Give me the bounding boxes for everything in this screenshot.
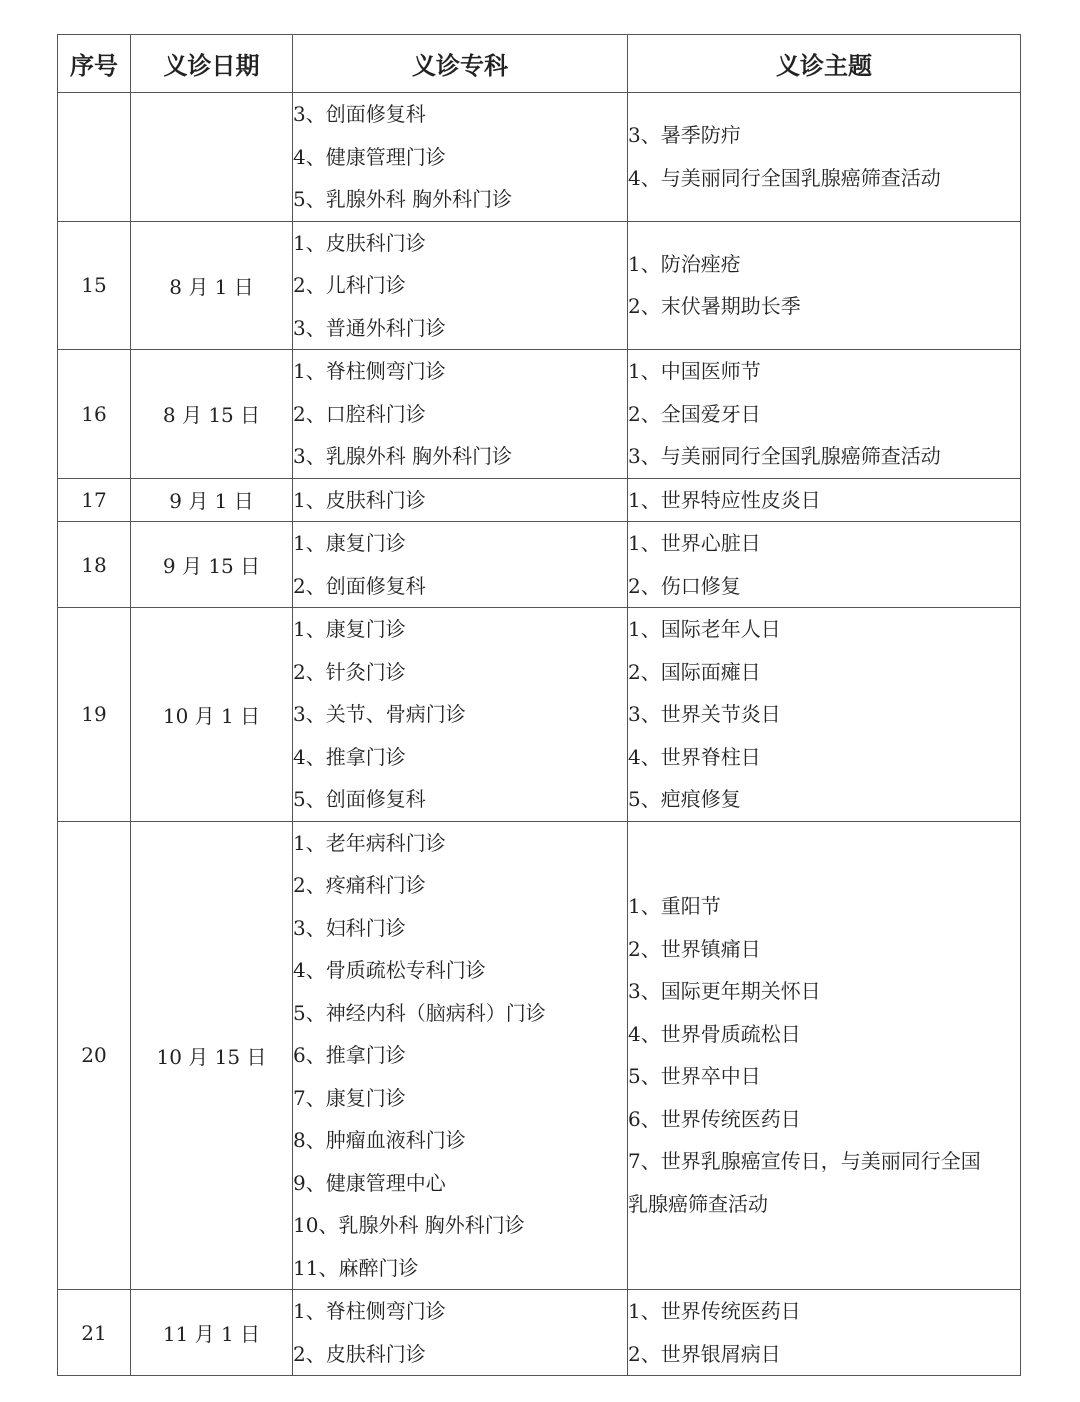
theme-item: 2、全国爱牙日	[628, 401, 761, 426]
table-row	[58, 522, 1021, 608]
theme-item: 2、世界镇痛日	[628, 936, 761, 961]
theme-item: 6、世界传统医药日	[628, 1106, 801, 1131]
specialty-item: 3、普通外科门诊	[293, 315, 446, 340]
theme-item: 3、与美丽同行全国乳腺癌筛查活动	[628, 444, 941, 468]
specialty-item: 4、健康管理门诊	[293, 144, 446, 169]
specialty-cell	[293, 221, 628, 350]
specialty-item: 1、脊柱侧弯门诊	[293, 1299, 446, 1323]
theme-cell	[628, 522, 1021, 608]
theme-item: 2、末伏暑期助长季	[628, 294, 801, 319]
table-row	[58, 221, 1021, 350]
table-row	[58, 821, 1021, 1290]
theme-item: 2、伤口修复	[628, 573, 741, 598]
specialty-item: 7、康复门诊	[293, 1085, 406, 1110]
specialty-item: 1、皮肤科门诊	[293, 487, 426, 512]
theme-cell	[628, 93, 1021, 222]
table-row	[58, 1290, 1021, 1376]
theme-item: 1、中国医师节	[628, 359, 761, 383]
clinic-date: 11 月 1 日	[131, 1290, 293, 1376]
theme-cell	[628, 821, 1021, 1290]
row-number: 17	[58, 478, 131, 522]
specialty-item: 2、创面修复科	[293, 573, 426, 598]
specialty-item: 1、脊柱侧弯门诊	[293, 359, 446, 383]
specialty-item: 2、疼痛科门诊	[293, 873, 426, 897]
theme-item: 1、世界心脏日	[628, 531, 761, 555]
specialty-item: 5、乳腺外科 胸外科门诊	[293, 187, 513, 211]
clinic-date	[131, 93, 293, 222]
row-number: 21	[58, 1290, 131, 1376]
specialty-item: 3、乳腺外科 胸外科门诊	[293, 444, 513, 468]
specialty-item: 5、创面修复科	[293, 787, 426, 811]
row-number: 18	[58, 522, 131, 608]
theme-item: 1、防治痤疮	[628, 251, 741, 276]
theme-cell	[628, 478, 1021, 522]
specialty-item: 2、皮肤科门诊	[293, 1341, 426, 1366]
theme-item: 4、世界骨质疏松日	[628, 1021, 801, 1046]
specialty-item: 1、皮肤科门诊	[293, 230, 426, 255]
theme-item: 2、国际面瘫日	[628, 659, 761, 684]
specialty-cell	[293, 93, 628, 222]
row-number: 16	[58, 350, 131, 479]
clinic-date: 8 月 1 日	[131, 221, 293, 350]
row-number	[58, 93, 131, 222]
specialty-item: 11、麻醉门诊	[293, 1255, 419, 1280]
specialty-item: 3、创面修复科	[293, 102, 426, 126]
header-theme: 义诊主题	[628, 35, 1021, 93]
theme-cell	[628, 350, 1021, 479]
theme-item: 4、与美丽同行全国乳腺癌筛查活动	[628, 165, 941, 190]
clinic-date: 10 月 1 日	[131, 608, 293, 822]
theme-item: 4、世界脊柱日	[628, 744, 761, 769]
clinic-date: 8 月 15 日	[131, 350, 293, 479]
specialty-item: 1、康复门诊	[293, 531, 406, 555]
header-num: 序号	[58, 35, 131, 93]
specialty-cell	[293, 350, 628, 479]
row-number: 20	[58, 821, 131, 1290]
specialty-item: 9、健康管理中心	[293, 1170, 446, 1195]
specialty-item: 4、推拿门诊	[293, 744, 406, 769]
table-row	[58, 350, 1021, 479]
theme-item: 2、世界银屑病日	[628, 1341, 781, 1366]
table-row	[58, 608, 1021, 822]
theme-item: 7、世界乳腺癌宣传日，与美丽同行全国	[628, 1149, 981, 1174]
specialty-item: 3、妇科门诊	[293, 915, 406, 940]
table-header-row	[58, 35, 1021, 93]
specialty-item: 1、老年病科门诊	[293, 830, 446, 855]
theme-item: 1、世界传统医药日	[628, 1299, 801, 1323]
specialty-item: 1、康复门诊	[293, 617, 406, 641]
specialty-cell	[293, 608, 628, 822]
table-row	[58, 93, 1021, 222]
theme-item: 5、世界卒中日	[628, 1064, 761, 1089]
theme-cell	[628, 608, 1021, 822]
theme-item: 5、疤痕修复	[628, 787, 741, 811]
specialty-item: 2、口腔科门诊	[293, 401, 426, 426]
specialty-cell	[293, 522, 628, 608]
row-number: 19	[58, 608, 131, 822]
specialty-cell	[293, 821, 628, 1290]
theme-cell	[628, 1290, 1021, 1376]
theme-item: 1、世界特应性皮炎日	[628, 487, 821, 512]
specialty-cell	[293, 478, 628, 522]
specialty-item: 4、骨质疏松专科门诊	[293, 958, 486, 982]
theme-item: 1、国际老年人日	[628, 617, 781, 641]
specialty-item: 6、推拿门诊	[293, 1043, 406, 1067]
theme-item: 1、重阳节	[628, 894, 721, 919]
header-date: 义诊日期	[131, 35, 293, 93]
header-specialty: 义诊专科	[293, 35, 628, 93]
specialty-item: 5、神经内科（脑病科）门诊	[293, 1000, 546, 1025]
specialty-item: 8、肿瘤血液科门诊	[293, 1128, 466, 1152]
theme-item: 乳腺癌筛查活动	[628, 1191, 768, 1216]
clinic-date: 9 月 15 日	[131, 522, 293, 608]
specialty-cell	[293, 1290, 628, 1376]
clinic-schedule-table	[57, 34, 1021, 1376]
theme-cell	[628, 221, 1021, 350]
row-number: 15	[58, 221, 131, 350]
specialty-item: 3、关节、骨病门诊	[293, 702, 466, 726]
theme-item: 3、国际更年期关怀日	[628, 979, 821, 1004]
theme-item: 3、暑季防疖	[628, 123, 741, 148]
clinic-date: 9 月 1 日	[131, 478, 293, 522]
table-row	[58, 478, 1021, 522]
specialty-item: 10、乳腺外科 胸外科门诊	[293, 1213, 525, 1237]
specialty-item: 2、儿科门诊	[293, 273, 406, 297]
theme-item: 3、世界关节炎日	[628, 702, 781, 726]
table-body	[58, 93, 1021, 1376]
clinic-date: 10 月 15 日	[131, 821, 293, 1290]
specialty-item: 2、针灸门诊	[293, 659, 406, 684]
